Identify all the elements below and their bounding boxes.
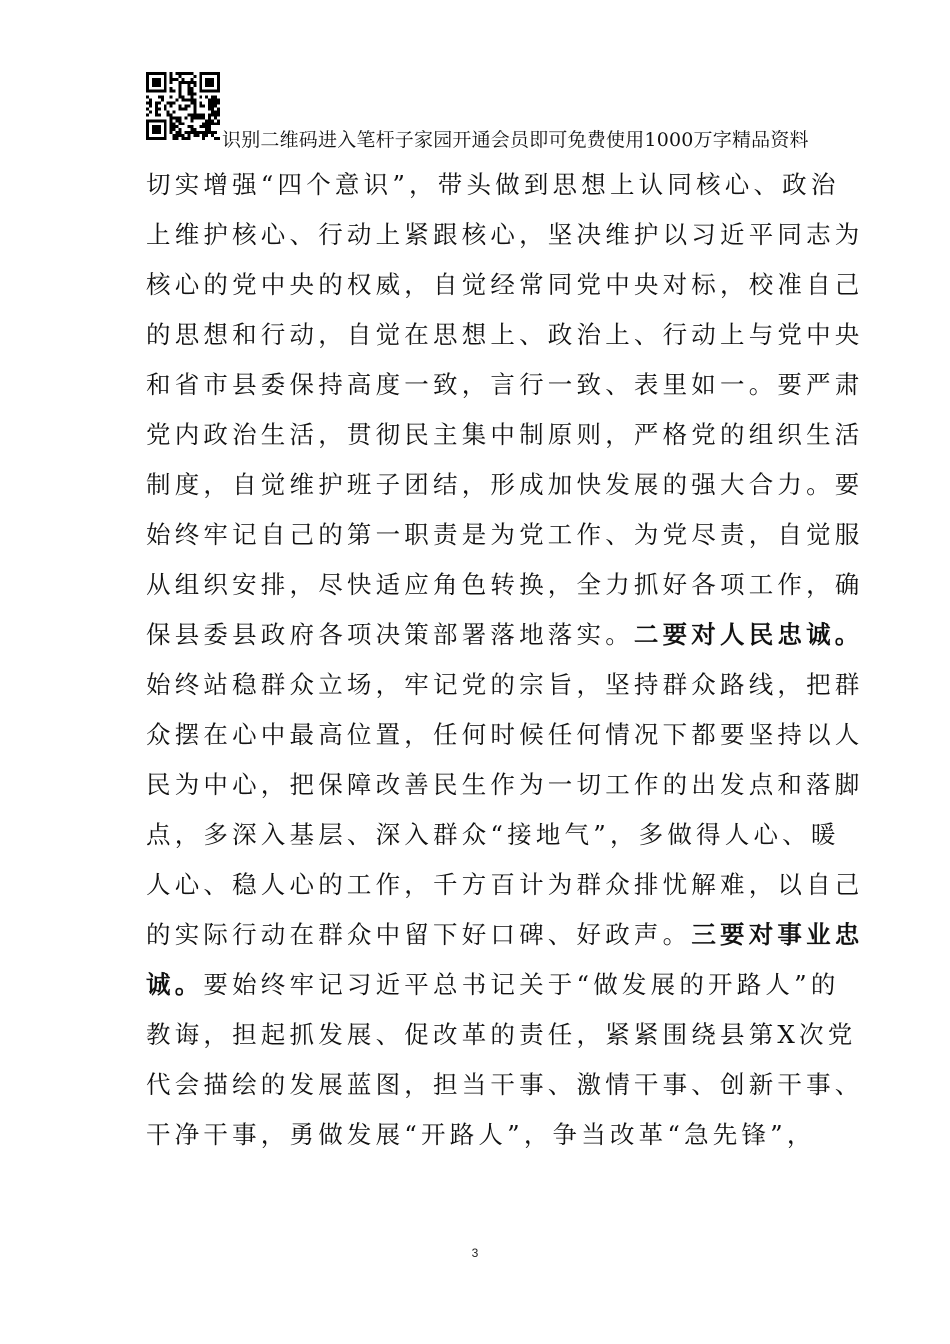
paragraph-line: 党内政治生活，贯彻民主集中制原则，严格党的组织生活 — [146, 420, 864, 449]
paragraph-line: 切实增强“四个意识”，带头做到思想上认同核心、政治 — [146, 170, 840, 199]
page-number: 3 — [471, 1246, 479, 1260]
paragraph-line: 从组织安排，尽快适应角色转换，全力抓好各项工作，确 — [146, 570, 864, 599]
paragraph-line: 点，多深入基层、深入群众“接地气”，多做得人心、暖 — [146, 820, 840, 849]
paragraph-line: 始终站稳群众立场，牢记党的宗旨，坚持群众路线，把群 — [146, 670, 864, 699]
paragraph-line: 和省市县委保持高度一致，言行一致、表里如一。要严肃 — [146, 370, 864, 399]
document-body — [146, 160, 864, 1160]
paragraph-line: 人心、稳人心的工作，千方百计为群众排忧解难，以自己 — [146, 870, 864, 899]
paragraph-line: 代会描绘的发展蓝图，担当干事、激情干事、创新干事、 — [146, 1070, 864, 1099]
paragraph-line: 核心的党中央的权威，自觉经常同党中央对标，校准自己 — [146, 270, 864, 299]
bold-heading: 三要对事业忠 — [691, 920, 864, 949]
bold-heading: 诚。 — [146, 970, 204, 999]
promo-banner: 识别二维码进入笔杆子家园开通会员即可免费使用1000万字精品资料 — [222, 129, 809, 151]
paragraph-line: 干净干事，勇做发展“开路人”，争当改革“急先锋”， — [146, 1120, 816, 1149]
paragraph-line: 始终牢记自己的第一职责是为党工作、为党尽责，自觉服 — [146, 520, 864, 549]
qr-code-icon[interactable] — [145, 72, 221, 140]
paragraph-line: 的思想和行动，自觉在思想上、政治上、行动上与党中央 — [146, 320, 864, 349]
paragraph-line: 保县委县政府各项决策部署落地落实。二要对人民忠诚。 — [146, 620, 864, 649]
paragraph-line: 的实际行动在群众中留下好口碑、好政声。三要对事业忠 — [146, 920, 864, 949]
paragraph-line: 上维护核心、行动上紧跟核心，坚决维护以习近平同志为 — [146, 220, 864, 249]
paragraph-line: 众摆在心中最高位置，任何时候任何情况下都要坚持以人 — [146, 720, 864, 749]
paragraph-line: 诚。要始终牢记习近平总书记关于“做发展的开路人”的 — [146, 970, 840, 999]
paragraph-line: 教诲，担起抓发展、促改革的责任，紧紧围绕县第X次党 — [146, 1020, 857, 1049]
paragraph-line: 民为中心，把保障改善民生作为一切工作的出发点和落脚 — [146, 770, 864, 799]
bold-heading: 二要对人民忠诚。 — [633, 620, 864, 649]
paragraph-line: 制度，自觉维护班子团结，形成加快发展的强大合力。要 — [146, 470, 864, 499]
